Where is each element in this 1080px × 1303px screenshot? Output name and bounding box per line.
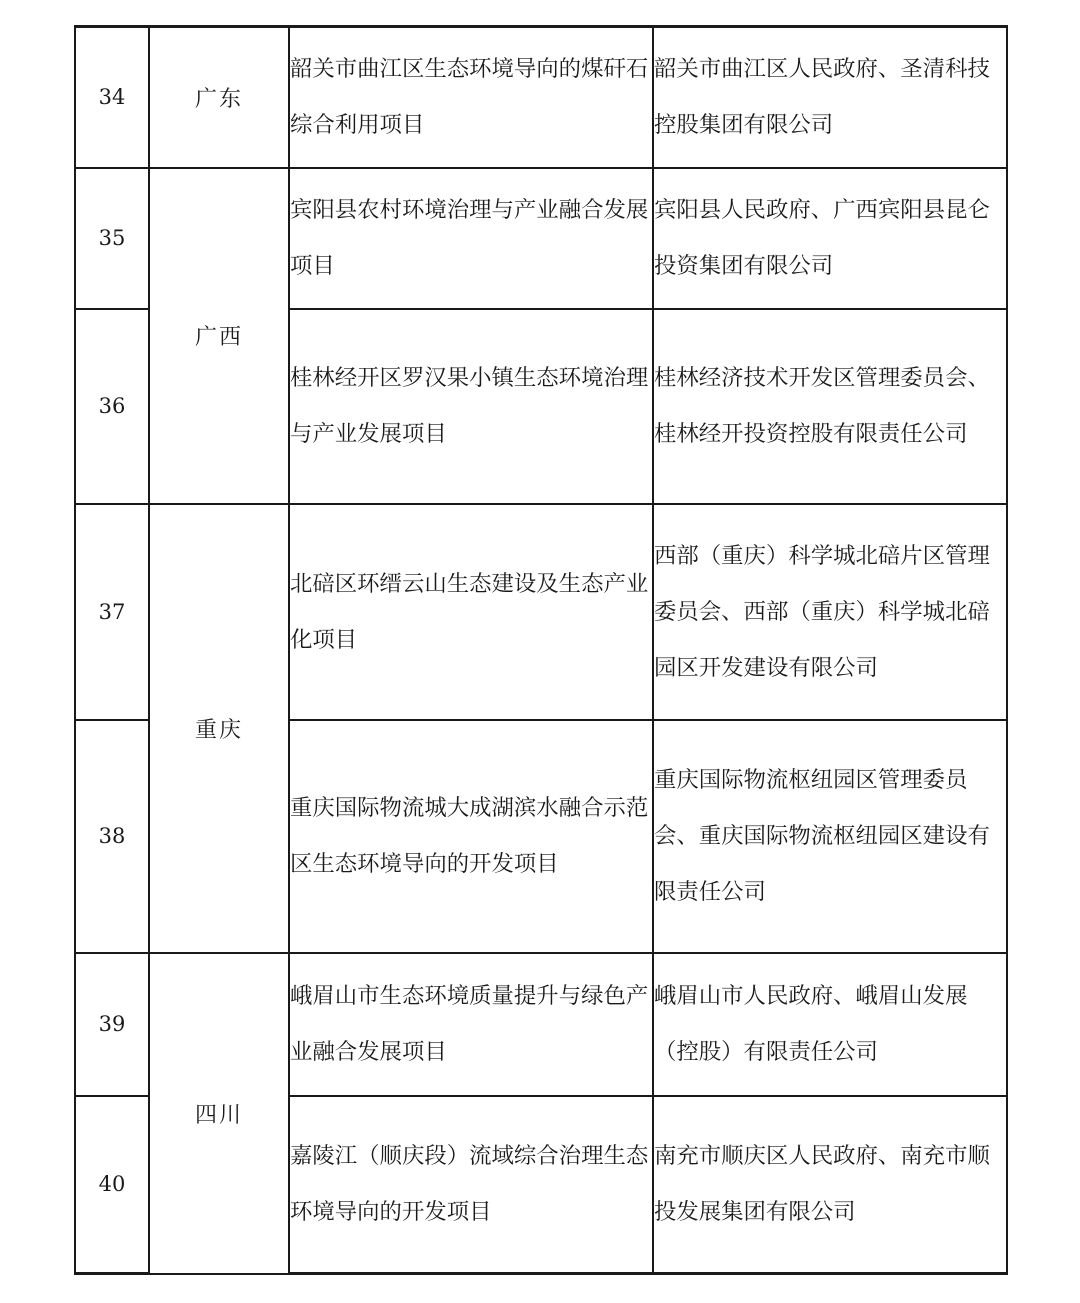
implementing-unit: 南充市顺庆区人民政府、南充市顺投发展集团有限公司 [653, 1096, 1007, 1274]
project-name: 峨眉山市生态环境质量提升与绿色产业融合发展项目 [289, 953, 653, 1096]
row-number: 37 [75, 504, 149, 720]
row-number: 38 [75, 720, 149, 953]
project-table [74, 25, 1008, 1275]
implementing-unit: 重庆国际物流枢纽园区管理委员会、重庆国际物流枢纽园区建设有限责任公司 [653, 720, 1007, 953]
project-name: 重庆国际物流城大成湖滨水融合示范区生态环境导向的开发项目 [289, 720, 653, 953]
implementing-unit: 西部（重庆）科学城北碚片区管理委员会、西部（重庆）科学城北碚园区开发建设有限公司 [653, 504, 1007, 720]
province-cell: 四川 [149, 953, 289, 1274]
project-name: 宾阳县农村环境治理与产业融合发展项目 [289, 168, 653, 309]
row-number: 36 [75, 309, 149, 504]
project-name: 嘉陵江（顺庆段）流域综合治理生态环境导向的开发项目 [289, 1096, 653, 1274]
row-number: 35 [75, 168, 149, 309]
table-row [75, 168, 1007, 309]
implementing-unit: 宾阳县人民政府、广西宾阳县昆仑投资集团有限公司 [653, 168, 1007, 309]
implementing-unit: 桂林经济技术开发区管理委员会、桂林经开投资控股有限责任公司 [653, 309, 1007, 504]
table-row [75, 27, 1007, 168]
project-name: 北碚区环缙云山生态建设及生态产业化项目 [289, 504, 653, 720]
project-name: 桂林经开区罗汉果小镇生态环境治理与产业发展项目 [289, 309, 653, 504]
row-number: 40 [75, 1096, 149, 1274]
implementing-unit: 韶关市曲江区人民政府、圣清科技控股集团有限公司 [653, 27, 1007, 168]
project-name: 韶关市曲江区生态环境导向的煤矸石综合利用项目 [289, 27, 653, 168]
table-row [75, 953, 1007, 1096]
province-cell: 重庆 [149, 504, 289, 953]
province-cell: 广东 [149, 27, 289, 168]
row-number: 39 [75, 953, 149, 1096]
province-cell: 广西 [149, 168, 289, 504]
implementing-unit: 峨眉山市人民政府、峨眉山发展（控股）有限责任公司 [653, 953, 1007, 1096]
table-row [75, 504, 1007, 720]
row-number: 34 [75, 27, 149, 168]
